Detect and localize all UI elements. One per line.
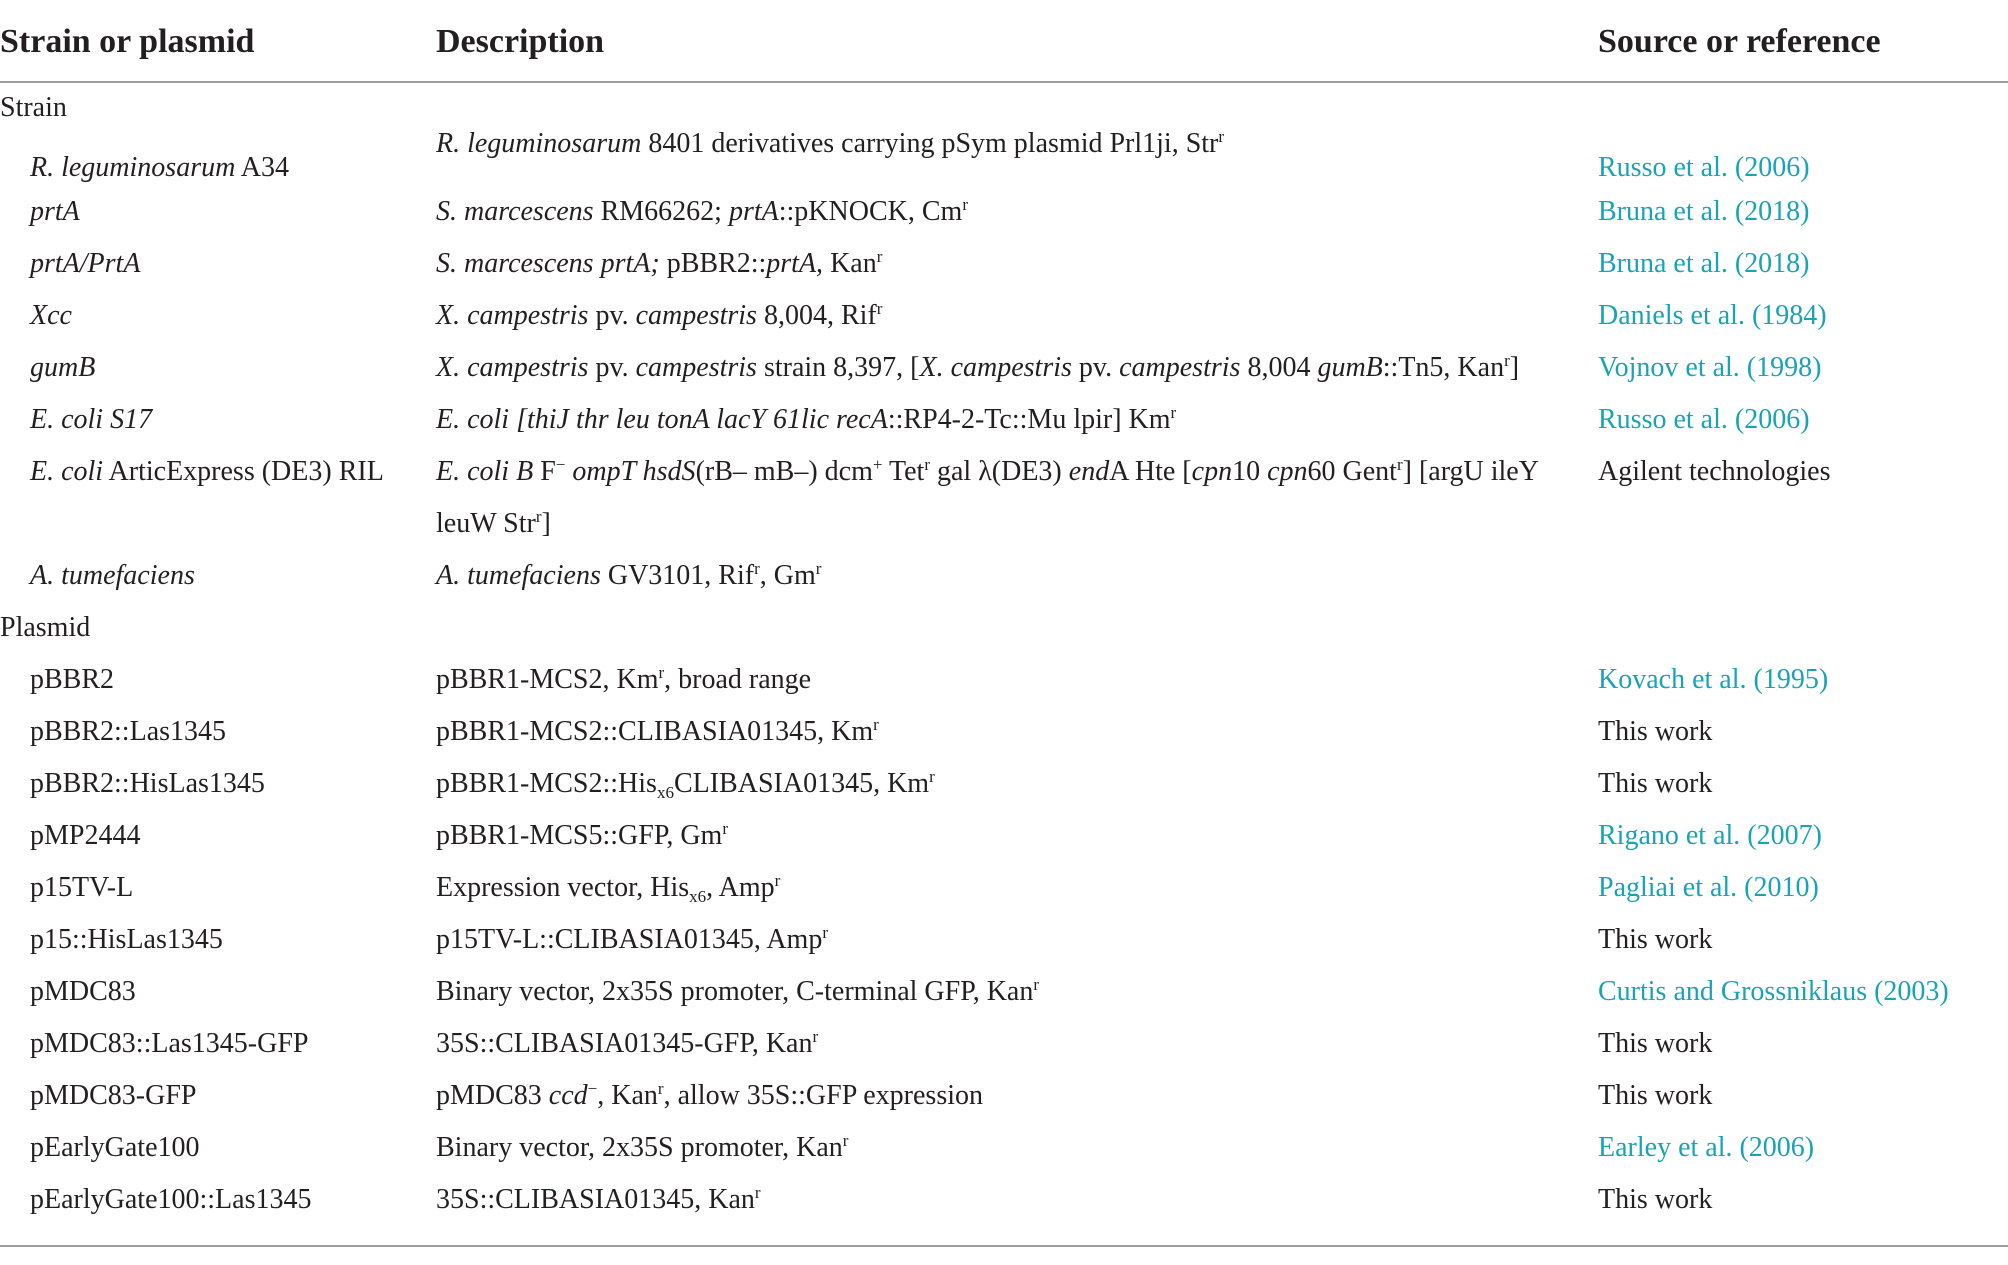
plasmid-description: Binary vector, 2x35S promoter, Kan$^r$: [436, 1131, 849, 1163]
plasmid-description: 35S::CLIBASIA01345-GFP, Kan$^r$: [436, 1027, 819, 1059]
plasmid-name: pMDC83-GFP: [30, 1080, 197, 1111]
plasmid-description: pBBR1-MCS2::His$_{x6}$CLIBASIA01345, Km$^r$: [436, 767, 935, 802]
strain-description: S. marcescens RM66262; prtA::pKNOCK, Cm$^r$: [436, 195, 968, 227]
strain-description: E. coli [thiJ thr leu tonA lacY 61lic recA::RP4-2-Tc::Mu lpir] Km$^r$: [436, 403, 1177, 435]
footer-rule: [0, 1245, 2008, 1247]
strain-description: X. campestris pv. campestris 8,004, Rif$^r$: [436, 299, 883, 331]
reference-text: This work: [1598, 1028, 1713, 1059]
plasmid-description: p15TV-L::CLIBASIA01345, Amp$^r$: [436, 923, 828, 955]
reference-link[interactable]: Curtis and Grossniklaus (2003): [1598, 976, 1949, 1007]
plasmid-name: pMP2444: [30, 820, 141, 851]
reference-text: This work: [1598, 1184, 1713, 1215]
header-rule: [0, 81, 2008, 83]
plasmid-description: pBBR1-MCS5::GFP, Gm$^r$: [436, 819, 728, 851]
plasmid-description: Binary vector, 2x35S promoter, C-terminal GFP, Kan$^r$: [436, 975, 1040, 1007]
plasmid-name: pMDC83::Las1345-GFP: [30, 1028, 309, 1059]
plasmid-name: p15TV-L: [30, 872, 134, 903]
strain-description: S. marcescens prtA; pBBR2::prtA, Kan$^r$: [436, 247, 883, 279]
strain-name: A. tumefaciens: [30, 560, 195, 591]
plasmid-name: p15::HisLas1345: [30, 924, 223, 955]
reference-link[interactable]: Kovach et al. (1995): [1598, 664, 1829, 695]
plasmid-name: pBBR2::Las1345: [30, 716, 227, 747]
reference-link[interactable]: Russo et al. (2006): [1598, 404, 1810, 435]
section-label-plasmid: Plasmid: [0, 612, 91, 643]
header-strain-or-plasmid: Strain or plasmid: [0, 23, 255, 60]
reference-text: This work: [1598, 768, 1713, 799]
strain-name: E. coli ArticExpress (DE3) RIL: [30, 456, 384, 487]
strain-name: E. coli S17: [30, 404, 153, 435]
plasmid-description: pBBR1-MCS2::CLIBASIA01345, Km$^r$: [436, 715, 879, 747]
reference-link[interactable]: Russo et al. (2006): [1598, 152, 1810, 183]
reference-link[interactable]: Earley et al. (2006): [1598, 1132, 1815, 1163]
reference-link[interactable]: Rigano et al. (2007): [1598, 820, 1822, 851]
reference-text: This work: [1598, 924, 1713, 955]
header-source-or-reference: Source or reference: [1598, 23, 1881, 60]
plasmid-name: pBBR2::HisLas1345: [30, 768, 265, 799]
plasmid-description: 35S::CLIBASIA01345, Kan$^r$: [436, 1183, 761, 1215]
strain-description: A. tumefaciens GV3101, Rif$^r$, Gm$^r$: [436, 559, 822, 591]
reference-link[interactable]: Daniels et al. (1984): [1598, 300, 1827, 331]
plasmid-name: pBBR2: [30, 664, 115, 695]
strain-description: R. leguminosarum 8401 derivatives carrying pSym plasmid Prl1ji, Str$^r$: [436, 127, 1225, 159]
strain-name: gumB: [30, 352, 96, 383]
reference-link[interactable]: Vojnov et al. (1998): [1598, 352, 1822, 383]
plasmid-name: pEarlyGate100: [30, 1132, 200, 1163]
reference-text: Agilent technologies: [1598, 456, 1831, 487]
strain-name: R. leguminosarum A34: [30, 152, 290, 183]
reference-link[interactable]: Pagliai et al. (2010): [1598, 872, 1819, 903]
strain-name: prtA/PrtA: [30, 248, 141, 279]
plasmid-description: Expression vector, His$_{x6}$, Amp$^r$: [436, 871, 781, 906]
section-label-strain: Strain: [0, 92, 67, 123]
plasmid-name: pMDC83: [30, 976, 136, 1007]
reference-text: This work: [1598, 1080, 1713, 1111]
plasmid-name: pEarlyGate100::Las1345: [30, 1184, 312, 1215]
plasmid-description: pMDC83 ccd−, Kan$^r$, allow 35S::GFP expression: [436, 1079, 983, 1111]
strain-description: E. coli B F− ompT hsdS(rB– mB–) dcm+ Tet$^r$ gal λ(DE3) endA Hte [cpn10 cpn60 Gent$^r$] [argU ileY leuW Str$^r$]: [436, 455, 1539, 539]
header-description: Description: [436, 23, 605, 60]
strain-name: prtA: [30, 196, 80, 227]
reference-text: This work: [1598, 716, 1713, 747]
reference-link[interactable]: Bruna et al. (2018): [1598, 196, 1810, 227]
strain-description: X. campestris pv. campestris strain 8,397, [X. campestris pv. campestris 8,004 gumB::Tn5, Kan$^r$]: [436, 351, 1520, 383]
strain-name: Xcc: [30, 300, 72, 331]
plasmid-description: pBBR1-MCS2, Km$^r$, broad range: [436, 663, 812, 695]
reference-link[interactable]: Bruna et al. (2018): [1598, 248, 1810, 279]
